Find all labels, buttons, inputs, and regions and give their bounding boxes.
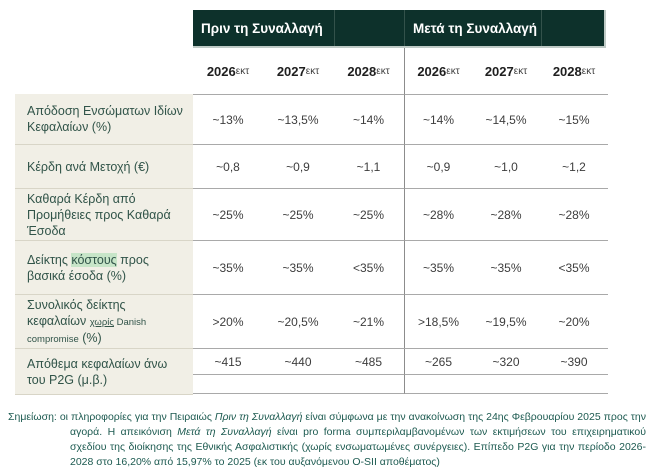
cell-value: ~28% xyxy=(472,188,540,240)
cell-value: ~265 xyxy=(404,349,472,375)
year-value: 2026 xyxy=(417,63,447,79)
row-label: Καθαρά Κέρδη από Προμήθειες προς Καθαρά Έσοδα xyxy=(15,188,193,240)
year-suffix: εκτ xyxy=(513,65,528,77)
empty-cell xyxy=(540,375,608,394)
cell-value: ~1,2 xyxy=(540,144,608,188)
year-suffix: εκτ xyxy=(376,65,390,77)
cell-value: ~15% xyxy=(540,94,608,144)
table-row-fee-income xyxy=(15,188,608,240)
group-header-after: Μετά τη Συναλλαγή xyxy=(405,10,542,46)
year-suffix: εκτ xyxy=(446,65,460,77)
row-label: Κέρδη ανά Μετοχή (€) xyxy=(15,144,193,188)
cell-value: ~440 xyxy=(263,349,333,375)
group-header-spacer xyxy=(542,10,604,46)
year-suffix: εκτ xyxy=(305,65,320,77)
cell-value: ~0,9 xyxy=(404,144,472,188)
year-header-row xyxy=(15,48,608,94)
label-column-spacer xyxy=(15,48,193,94)
cell-value: ~14,5% xyxy=(472,94,540,144)
cell-value: ~35% xyxy=(263,240,333,294)
cell-value: ~28% xyxy=(540,188,608,240)
row-label: Συνολικός δείκτης κεφαλαίων χωρίς Danish compromise (%) xyxy=(15,294,193,348)
cell-value: ~320 xyxy=(472,349,540,375)
cell-value: <35% xyxy=(333,240,404,294)
table-row-roe xyxy=(15,94,608,144)
cell-value: ~0,9 xyxy=(263,144,333,188)
buffer-empty-strip xyxy=(193,375,608,395)
cell-value: ~13,5% xyxy=(263,94,333,144)
cell-value: ~19,5% xyxy=(472,294,540,348)
cell-value: ~20% xyxy=(540,294,608,348)
row-label: Δείκτης κόστους προς βασικά έσοδα (%) xyxy=(15,240,193,294)
group-header-before: Πριν τη Συναλλαγή xyxy=(193,10,335,46)
year-header xyxy=(263,48,333,94)
cell-value: ~1,1 xyxy=(333,144,404,188)
financial-comparison-table xyxy=(15,10,608,395)
cell-value: ~485 xyxy=(333,349,404,375)
cell-value: >18,5% xyxy=(404,294,472,348)
table-row-cost-income xyxy=(15,240,608,294)
cell-value: ~35% xyxy=(193,240,263,294)
cell-value: ~390 xyxy=(540,349,608,375)
cell-value: ~28% xyxy=(404,188,472,240)
cell-value: ~21% xyxy=(333,294,404,348)
year-value: 2028 xyxy=(347,63,377,79)
table-row-capital-buffer xyxy=(15,348,608,395)
group-header-band xyxy=(193,10,606,48)
year-header xyxy=(193,48,263,94)
footnote: Σημείωση: οι πληροφορίες για την Πειραιώς Πριν τη Συναλλαγή είναι σύμφωνα με την ανακοίνωση της 24ης Φεβρουαρίου 2025 προς την αγορά. Η απεικόνιση Μετά τη Συναλλαγή είναι pro forma συμπεριλαμβανομένων των εκτιμήσεων του επιχειρηματικού σχεδίου της διοίκησης της Εθνικής Ασφαλιστικής (χωρίς ενσωματωμένες συνέργειες). Επίπεδο P2G για την περίοδο 2026-2028 στο 16,20% από 15,97% το 2025 (εκ του αυξανόμενου O-SII αποθέματος) xyxy=(8,411,646,468)
row-label: Απόδοση Ενσώματων Ιδίων Κεφαλαίων (%) xyxy=(15,94,193,144)
cell-value: ~0,8 xyxy=(193,144,263,188)
cell-value: ~35% xyxy=(404,240,472,294)
cell-value: ~14% xyxy=(404,94,472,144)
cell-value: ~25% xyxy=(333,188,404,240)
cell-value: ~415 xyxy=(193,349,263,375)
cell-value: ~25% xyxy=(263,188,333,240)
year-value: 2027 xyxy=(276,63,306,79)
group-header-spacer xyxy=(335,10,405,46)
year-header xyxy=(404,48,472,94)
empty-cell xyxy=(333,375,404,394)
empty-cell xyxy=(193,375,263,394)
cell-value: ~25% xyxy=(193,188,263,240)
buffer-values xyxy=(193,348,608,375)
empty-cell xyxy=(404,375,472,394)
row-label: Απόθεμα κεφαλαίων άνω του P2G (μ.β.) xyxy=(15,348,193,395)
cell-value: >20% xyxy=(193,294,263,348)
empty-cell xyxy=(263,375,333,394)
cell-value: ~14% xyxy=(333,94,404,144)
empty-cell xyxy=(472,375,540,394)
year-value: 2028 xyxy=(552,63,582,79)
year-header xyxy=(540,48,608,94)
table-row-total-capital xyxy=(15,294,608,348)
year-value: 2027 xyxy=(484,63,514,79)
table-row-eps xyxy=(15,144,608,188)
year-header xyxy=(333,48,404,94)
cell-value: <35% xyxy=(540,240,608,294)
cell-value: ~35% xyxy=(472,240,540,294)
year-suffix: εκτ xyxy=(235,65,250,77)
buffer-value-stack xyxy=(193,348,608,395)
year-suffix: εκτ xyxy=(581,65,596,77)
cell-value: ~13% xyxy=(193,94,263,144)
year-value: 2026 xyxy=(206,63,236,79)
year-header xyxy=(472,48,540,94)
cell-value: ~1,0 xyxy=(472,144,540,188)
cell-value: ~20,5% xyxy=(263,294,333,348)
